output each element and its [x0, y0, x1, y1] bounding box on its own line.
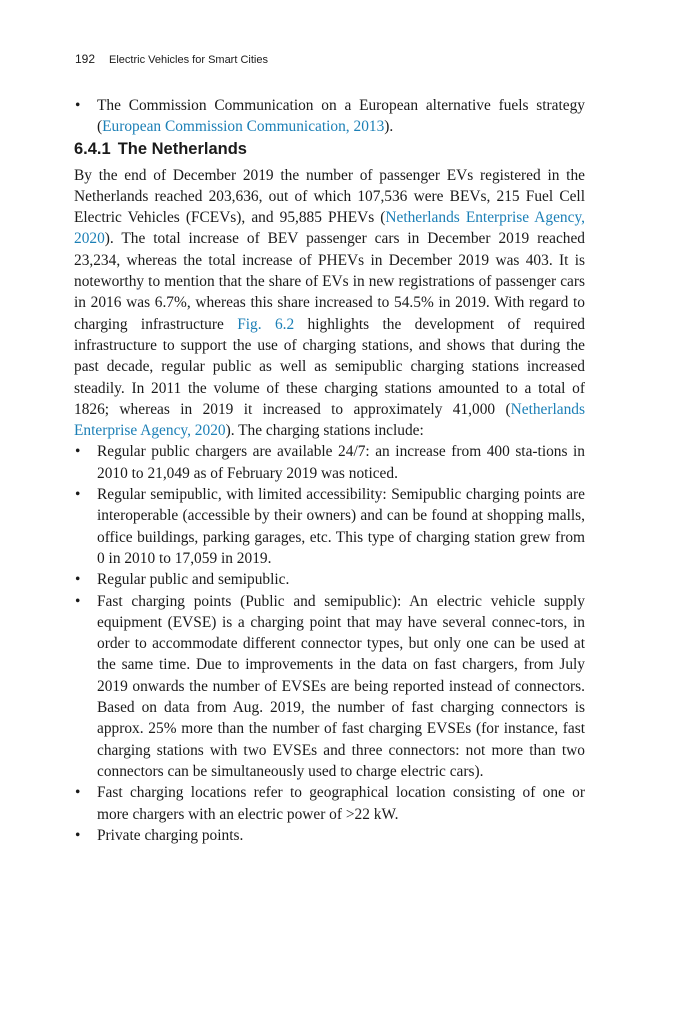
list-item [74, 569, 585, 590]
list-item [74, 95, 585, 138]
bullet-icon: • [75, 443, 81, 461]
bullet-icon: • [75, 571, 81, 589]
list-item-text: Regular semipublic, with limited accessibility: Semipublic charging points are interoperable (accessible by their owners) and can be found at shopping malls, office buildings, parking garages, etc. This type of charging station grew from 0 in 2010 to 17,059 in 2019. [97, 486, 585, 567]
bullet-icon: • [75, 592, 81, 610]
section-title: The Netherlands [117, 139, 247, 158]
book-title: Electric Vehicles for Smart Cities [109, 54, 268, 66]
running-header [75, 52, 268, 66]
paragraph-text: ). The total increase of BEV passenger cars in December 2019 reached 23,234, whereas the total increase of PHEVs in December 2019 was 403. It is noteworthy to mention that the share of EVs in new registrations of passenger cars in 2016 was 6.7%, whereas this share increased to 54.5% in 2019. With regard to charging infrastructure [74, 230, 585, 333]
list-item [74, 591, 585, 783]
bullet-icon: • [75, 826, 81, 844]
page-number: 192 [75, 52, 96, 66]
body-text [74, 95, 585, 846]
bullet-icon: • [75, 784, 81, 802]
list-item [74, 484, 585, 569]
citation-link[interactable]: Netherlands Enterprise Agency, 2020 [74, 400, 585, 440]
main-paragraph [74, 165, 585, 442]
list-item-text: Regular public chargers are available 24/7: an increase from 400 sta-tions in 2010 to 21,049 as of February 2019 was noticed. [97, 443, 585, 482]
figure-reference-link[interactable]: Fig. 6.2 [237, 315, 295, 333]
intro-text: The Commission Communication on a European alternative fuels strategy ( [97, 97, 585, 136]
list-item-text: Private charging points. [97, 826, 244, 844]
list-item [74, 782, 585, 825]
paragraph-text: ). The charging stations include: [225, 422, 424, 440]
list-item [74, 441, 585, 484]
section-heading [74, 138, 585, 160]
list-item-text: Fast charging locations refer to geographical location consisting of one or more chargers with an electric power of >22 kW. [97, 784, 585, 823]
charging-stations-list [74, 441, 585, 846]
list-item-text: Fast charging points (Public and semipublic): An electric vehicle supply equipment (EVSE) is a charging point that may have several connec-tors, in order to accommodate different connector types, but only one can be used at the same time. Due to improvements in the data on fast chargers, from July 2019 onwards the number of EVSEs are being reported instead of connectors. Based on data from Aug. 2019, the number of fast charging connectors is approx. 25% more than the number of fast charging EVSEs (for instance, fast charging stations with two EVSEs and three connectors: not more than two connectors can be simultaneously used to charge electric cars). [97, 592, 585, 780]
list-item-text: Regular public and semipublic. [97, 571, 290, 589]
bullet-icon: • [75, 486, 81, 504]
list-item [74, 825, 585, 846]
intro-end: ). [384, 118, 394, 136]
citation-link[interactable]: Netherlands Enterprise Agency, 2020 [74, 209, 585, 248]
section-number: 6.4.1 [74, 139, 111, 158]
citation-link[interactable]: European Commission Communication, 2013 [102, 118, 385, 136]
paragraph-text: highlights the development of required infrastructure to support the use of charging stations, and shows that during the past decade, regular public as well as semipublic charging stations increased steadily. In 2011 the volume of these charging stations amounted to a total of 1826; whereas in 2019 it increased to approximately 41,000 ( [74, 315, 585, 418]
bullet-icon: • [75, 97, 81, 114]
intro-bullet-list [74, 95, 585, 138]
paragraph-text: By the end of December 2019 the number of passenger EVs registered in the Netherlands reached 203,636, out of which 107,536 were BEVs, 215 Fuel Cell Electric Vehicles (FCEVs), and 95,885 PHEVs ( [74, 166, 585, 227]
